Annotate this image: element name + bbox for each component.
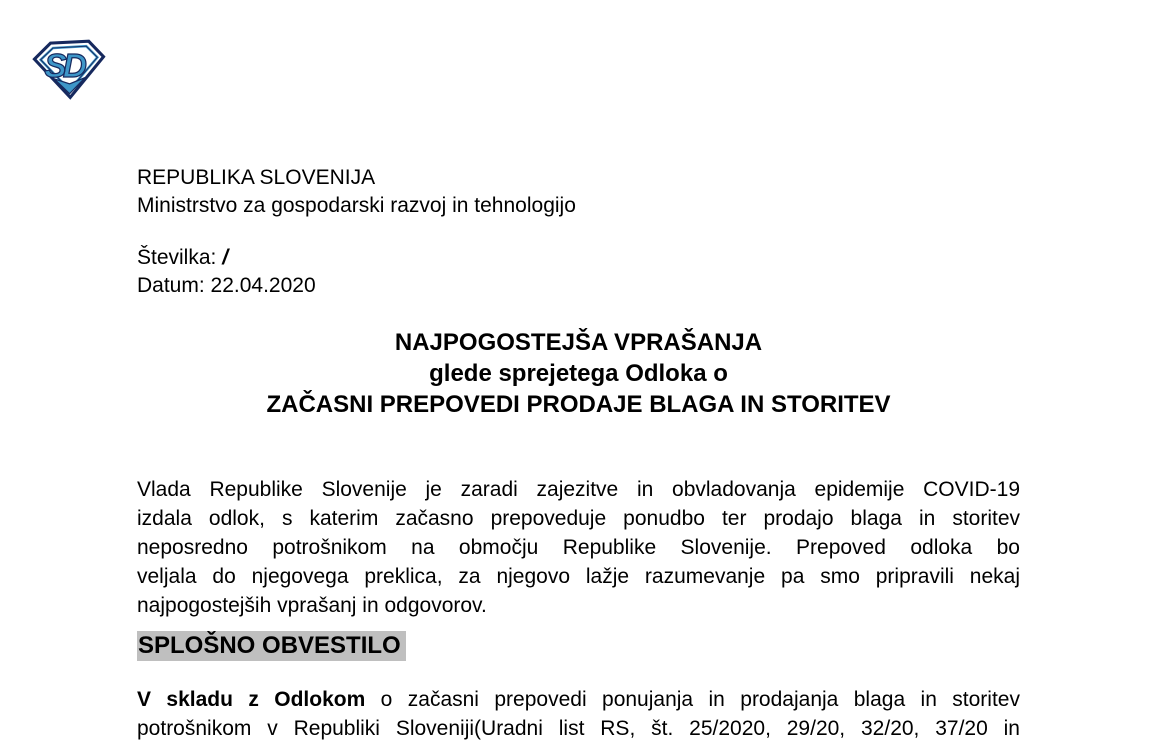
svg-text:SD: SD bbox=[44, 48, 84, 86]
intro-paragraph-line: najpogostejših vprašanj in odgovorov. bbox=[137, 594, 487, 617]
document-meta bbox=[137, 244, 1020, 300]
title-line-2: glede sprejetega Odloka o bbox=[429, 360, 728, 387]
document-title bbox=[137, 327, 1020, 420]
body-paragraph bbox=[137, 685, 1020, 743]
title-line-1: NAJPOGOSTEJŠA VPRAŠANJA bbox=[394, 329, 763, 356]
title-line-3: ZAČASNI PREPOVEDI PRODAJE BLAGA IN STORITEV bbox=[266, 391, 891, 418]
section-heading: SPLOŠNO OBVESTILO bbox=[137, 631, 406, 661]
intro-paragraph-line: veljala do njegovega preklica, za njegovo lažje razumevanje pa smo pripravili nekaj bbox=[137, 565, 1020, 588]
body-paragraph-line bbox=[137, 685, 1020, 714]
document-date-label: Datum: bbox=[137, 274, 205, 297]
body-paragraph-line1-rest: o začasni prepovedi ponujanja in prodajanja blaga in storitev bbox=[365, 688, 1020, 711]
intro-paragraph-line: izdala odlok, s katerim začasno prepoveduje ponudbo ter prodajo blaga in storitev bbox=[137, 507, 1020, 530]
sd-shield-logo-graphic bbox=[32, 38, 106, 100]
ministry-name: Ministrstvo za gospodarski razvoj in tehnologijo bbox=[137, 194, 576, 217]
republic-name: REPUBLIKA SLOVENIJA bbox=[137, 166, 376, 189]
document-date-line bbox=[137, 272, 1020, 300]
sd-shield-logo bbox=[32, 38, 106, 100]
section-heading-wrap bbox=[137, 631, 406, 661]
document-header bbox=[137, 164, 1020, 220]
body-paragraph-line: potrošnikom v Republiki Sloveniji(Uradni list RS, št. 25/2020, 29/20, 32/20, 37/20 in bbox=[137, 717, 1020, 740]
intro-paragraph-line: neposredno potrošnikom na območju Republike Slovenije. Prepoved odloka bo bbox=[137, 536, 1020, 559]
document-number-line bbox=[137, 244, 1020, 272]
intro-paragraph-line: Vlada Republike Slovenije je zaradi zajezitve in obvladovanja epidemije COVID-19 bbox=[137, 478, 1020, 501]
body-paragraph-bold-lead: V skladu z Odlokom bbox=[137, 688, 366, 711]
document-number-label: Številka: bbox=[137, 246, 217, 269]
document-number-value: / bbox=[222, 246, 229, 269]
document-date-value: 22.04.2020 bbox=[210, 274, 316, 297]
intro-paragraph bbox=[137, 475, 1020, 620]
